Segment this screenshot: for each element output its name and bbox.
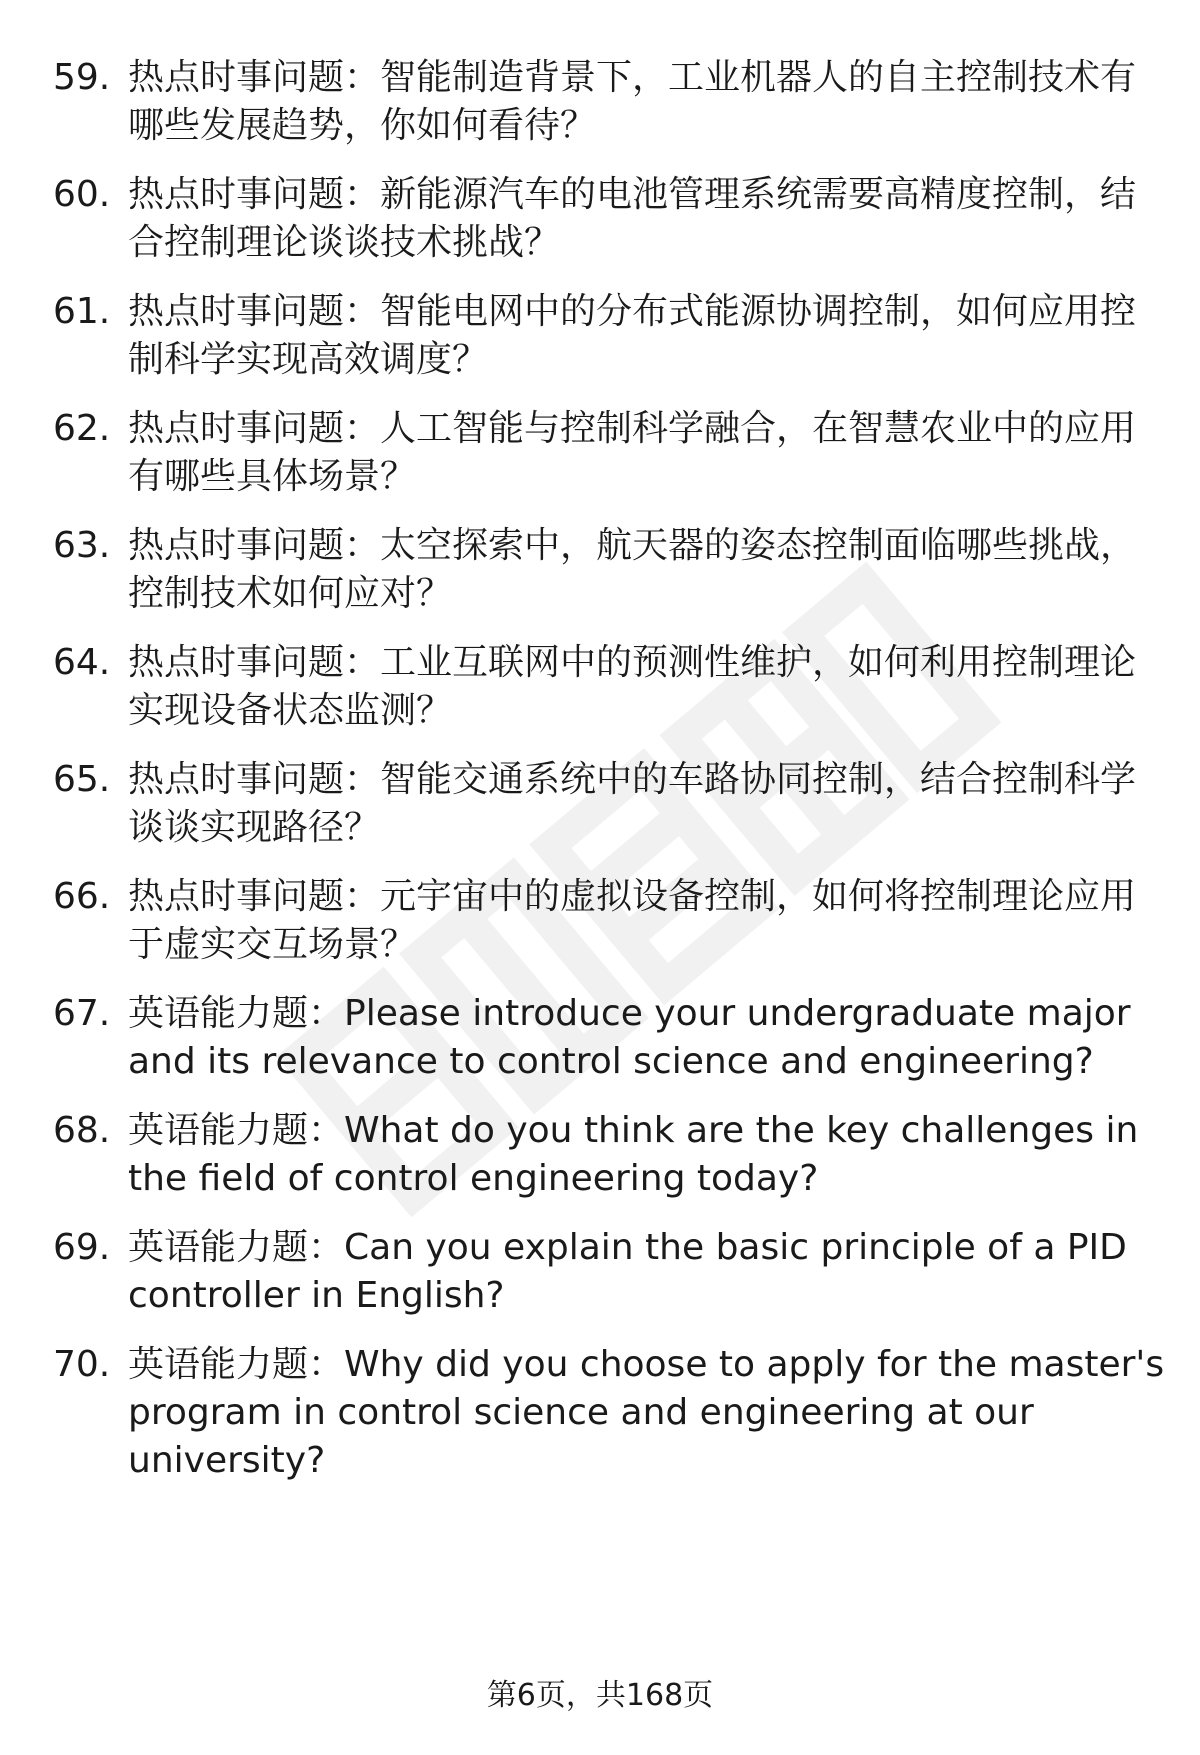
question-text-line: 热点时事问题：新能源汽车的电池管理系统需要高精度控制，结 [128,174,1137,215]
question-text-line: 热点时事问题：工业互联网中的预测性维护，如何利用控制理论 [128,642,1137,683]
question-number: 70. [53,1344,111,1385]
question-text-line: 合控制理论谈谈技术挑战？ [128,222,561,263]
page-number-footer: 第6页，共168页 [486,1678,714,1713]
question-text-line: 热点时事问题：人工智能与控制科学融合，在智慧农业中的应用 [128,408,1137,449]
question-text-line: 制科学实现高效调度？ [128,339,489,380]
question-number: 61. [53,291,111,332]
question-text-line: 控制技术如何应对？ [128,573,453,614]
question-text-line: and its relevance to control science and engineering? [128,1041,1094,1082]
question-text-line: the field of control engineering today? [128,1158,819,1199]
question-text-line: 于虚实交互场景？ [128,924,417,965]
question-text-line: 谈谈实现路径？ [128,807,381,848]
question-text-line: 英语能力题：Can you explain the basic principle of a PID [128,1227,1127,1268]
question-number: 64. [53,642,111,683]
question-number: 63. [53,525,111,566]
question-text-line: 英语能力题：Please introduce your undergraduate major [128,993,1131,1034]
question-number: 69. [53,1227,111,1268]
question-number: 67. [53,993,111,1034]
question-number: 65. [53,759,111,800]
question-number: 68. [53,1110,111,1151]
question-text-line: 英语能力题：What do you think are the key challenges in [128,1110,1139,1151]
question-text-line: program in control science and engineering at our [128,1392,1034,1433]
question-text-line: 热点时事问题：智能制造背景下，工业机器人的自主控制技术有 [128,57,1137,98]
question-text-line: controller in English? [128,1275,505,1316]
question-number: 60. [53,174,111,215]
question-text-line: 哪些发展趋势，你如何看待？ [128,105,597,146]
question-text-line: 实现设备状态监测？ [128,690,453,731]
question-number: 59. [53,57,111,98]
question-text-line: 英语能力题：Why did you choose to apply for the master's [128,1344,1165,1385]
question-text-line: 热点时事问题：太空探索中，航天器的姿态控制面临哪些挑战， [128,525,1137,566]
question-number: 66. [53,876,111,917]
question-number: 62. [53,408,111,449]
question-text-line: 热点时事问题：智能电网中的分布式能源协调控制，如何应用控 [128,291,1137,332]
question-text-line: university? [128,1440,326,1481]
question-text-line: 有哪些具体场景？ [128,456,417,497]
question-text-line: 热点时事问题：元宇宙中的虚拟设备控制，如何将控制理论应用 [128,876,1137,917]
question-text-line: 热点时事问题：智能交通系统中的车路协同控制，结合控制科学 [128,759,1137,800]
